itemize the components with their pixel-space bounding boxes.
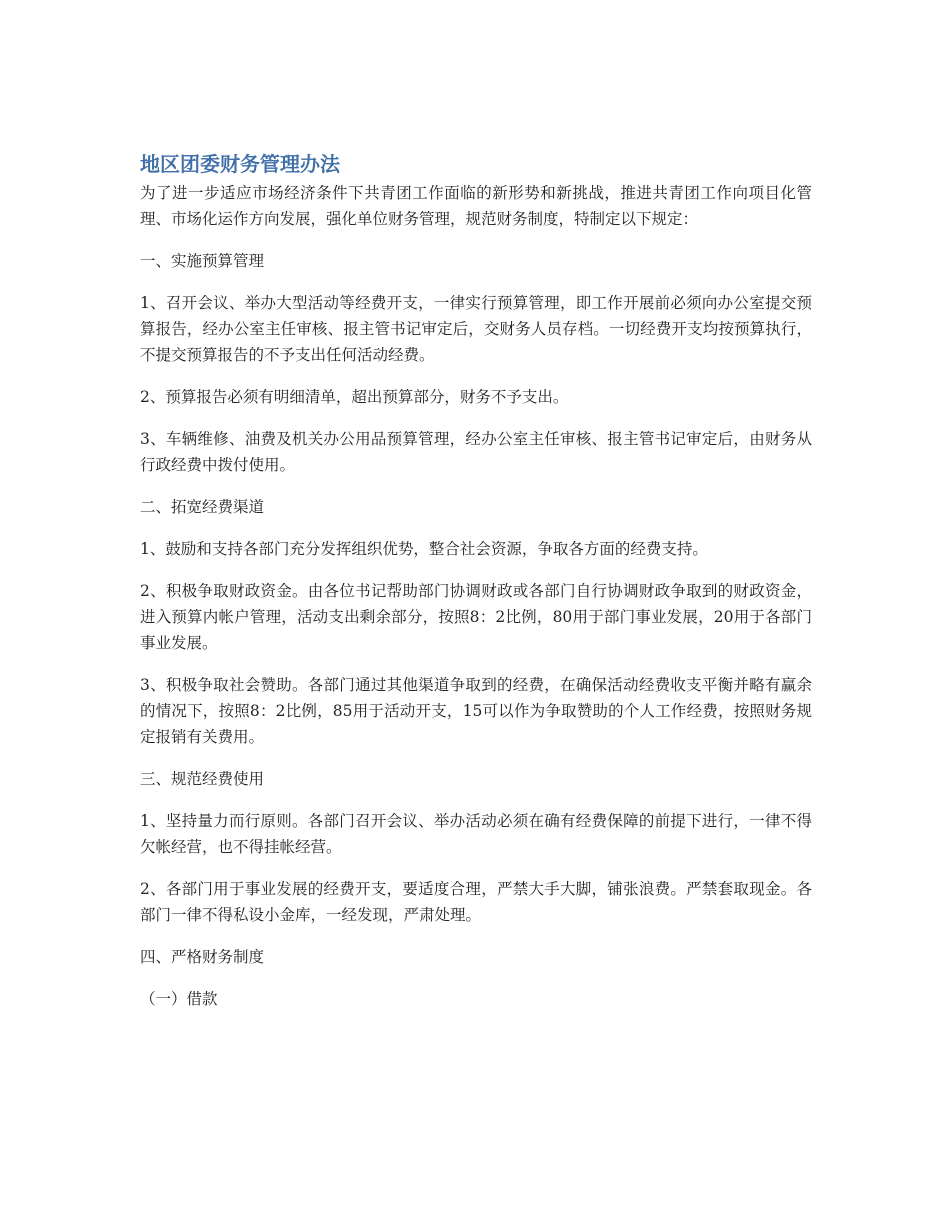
intro-paragraph: 为了进一步适应市场经济条件下共青团工作面临的新形势和新挑战，推进共青团工作向项目化管理、市场化运作方向发展，强化单位财务管理，规范财务制度，特制定以下规定： (140, 184, 812, 228)
section-heading-budget: 一、实施预算管理 (140, 252, 265, 270)
section-heading-usage: 三、规范经费使用 (140, 770, 265, 788)
document-body (140, 150, 812, 1028)
budget-item-2: 2、预算报告必须有明细清单，超出预算部分，财务不予支出。 (140, 388, 569, 406)
funding-item-2: 2、积极争取财政资金。由各位书记帮助部门协调财政或各部门自行协调财政争取到的财政资金，进入预算内帐户管理，活动支出剩余部分，按照8：2比例，80用于部门事业发展，20用于各部门事业发展。 (140, 582, 812, 652)
section-heading-rules: 四、严格财务制度 (140, 948, 265, 966)
funding-item-3: 3、积极争取社会赞助。各部门通过其他渠道争取到的经费，在确保活动经费收支平衡并略有赢余的情况下，按照8：2比例，85用于活动开支，15可以作为争取赞助的个人工作经费，按照财务规定报销有关费用。 (140, 676, 812, 746)
funding-item-1: 1、鼓励和支持各部门充分发挥组织优势，整合社会资源，争取各方面的经费支持。 (140, 540, 708, 558)
usage-item-1: 1、坚持量力而行原则。各部门召开会议、举办活动必须在确有经费保障的前提下进行，一律不得欠帐经营，也不得挂帐经营。 (140, 812, 812, 856)
usage-item-2: 2、各部门用于事业发展的经费开支，要适度合理，严禁大手大脚，铺张浪费。严禁套取现金。各部门一律不得私设小金库，一经发现，严肃处理。 (140, 880, 812, 924)
section-heading-funding: 二、拓宽经费渠道 (140, 498, 265, 516)
budget-item-3: 3、车辆维修、油费及机关办公用品预算管理，经办公室主任审核、报主管书记审定后，由财务从行政经费中拨付使用。 (140, 430, 812, 474)
document-title: 地区团委财务管理办法 (140, 152, 340, 176)
budget-item-1: 1、召开会议、举办大型活动等经费开支，一律实行预算管理，即工作开展前必须向办公室提交预算报告，经办公室主任审核、报主管书记审定后，交财务人员存档。一切经费开支均按预算执行，不提交预算报告的不予支出任何活动经费。 (140, 294, 812, 364)
rules-subheading-loan: （一）借款 (140, 990, 218, 1008)
